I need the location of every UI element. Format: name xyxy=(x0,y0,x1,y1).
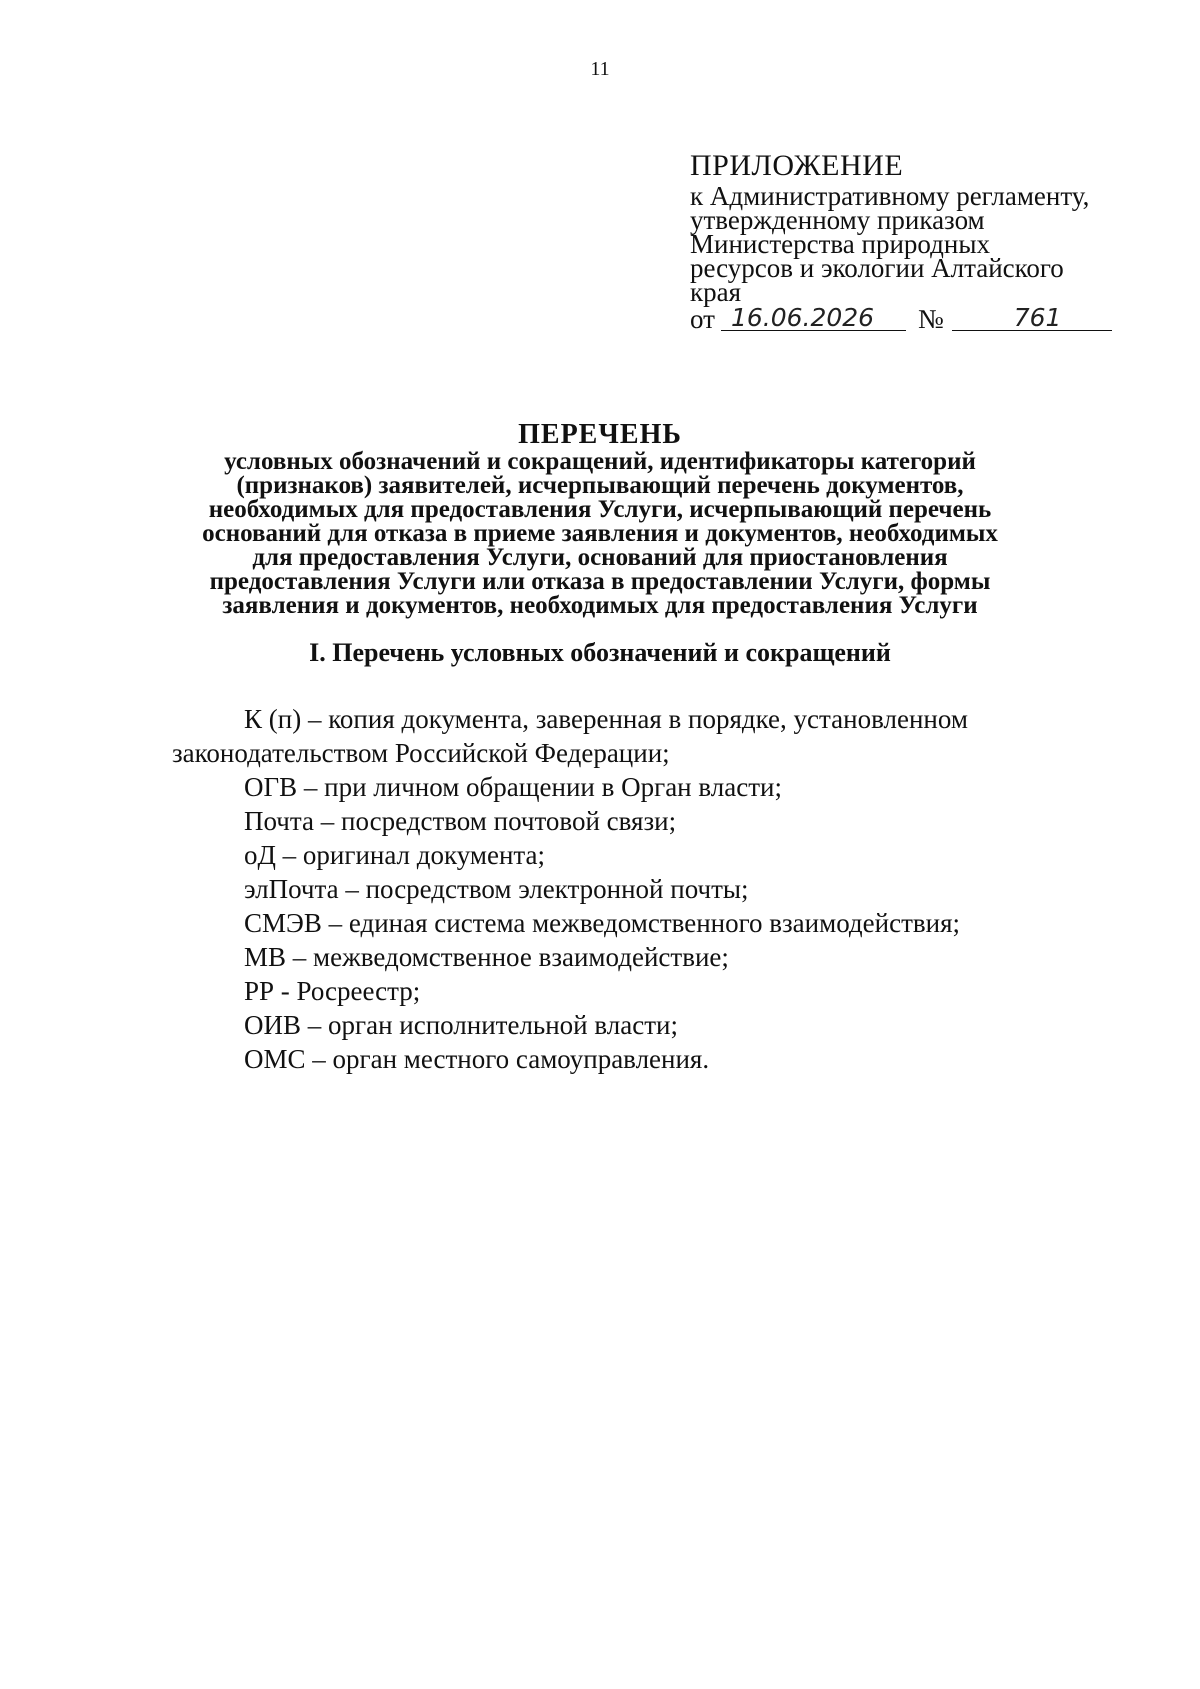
heading-line: для предоставления Услуги, оснований для приостановления xyxy=(252,544,948,571)
appendix-line: Министерства природных xyxy=(690,229,990,259)
abbreviation-list xyxy=(172,702,1072,1076)
heading-line: условных обозначений и сокращений, идентификаторы категорий xyxy=(224,448,976,475)
abbreviation-item: оД – оригинал документа; xyxy=(244,840,546,870)
heading-line: (признаков) заявителей, исчерпывающий перечень документов, xyxy=(236,472,964,499)
heading-line: необходимых для предоставления Услуги, исчерпывающий перечень xyxy=(208,496,992,523)
abbreviation-item: РР - Росреестр; xyxy=(244,976,421,1006)
page-number: 11 xyxy=(590,58,610,80)
order-number-prefix: № xyxy=(917,304,944,334)
abbreviation-item: К (п) – копия документа, заверенная в порядке, установленном законодательством Российской Федерации; xyxy=(172,704,968,768)
order-line xyxy=(690,303,1160,334)
appendix-title: ПРИЛОЖЕНИЕ xyxy=(690,149,904,182)
document-heading xyxy=(150,420,1050,618)
abbreviation-item: ОГВ – при личном обращении в Орган власти; xyxy=(244,772,782,802)
abbreviation-item: ОМС – орган местного самоуправления. xyxy=(244,1044,710,1074)
heading-title: ПЕРЕЧЕНЬ xyxy=(518,419,682,450)
appendix-line: утвержденному приказом xyxy=(690,205,985,235)
abbreviation-item: Почта – посредством почтовой связи; xyxy=(244,806,677,836)
heading-line: предоставления Услуги или отказа в предоставлении Услуги, формы xyxy=(209,568,991,595)
abbreviation-item: ОИВ – орган исполнительной власти; xyxy=(244,1010,678,1040)
order-date-handwritten: 16.06.2026 xyxy=(721,306,906,331)
order-number-handwritten: 761 xyxy=(952,306,1112,331)
section-title: I. Перечень условных обозначений и сокращений xyxy=(309,638,891,667)
abbreviation-item: СМЭВ – единая система межведомственного взаимодействия; xyxy=(244,908,960,938)
heading-line: заявления и документов, необходимых для предоставления Услуги xyxy=(222,592,978,619)
abbreviation-item: элПочта – посредством электронной почты; xyxy=(244,874,749,904)
order-date-prefix: от xyxy=(690,304,715,334)
abbreviation-item: МВ – межведомственное взаимодействие; xyxy=(244,942,729,972)
appendix-block xyxy=(690,148,1160,334)
appendix-line: ресурсов и экологии Алтайского xyxy=(690,253,1064,283)
appendix-line: края xyxy=(690,277,742,307)
heading-line: оснований для отказа в приеме заявления и документов, необходимых xyxy=(202,520,998,547)
appendix-line: к Административному регламенту, xyxy=(690,181,1090,211)
